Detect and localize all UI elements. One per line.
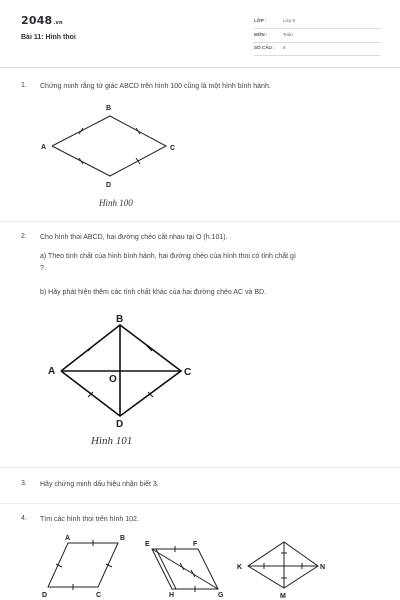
- label-100-b: B: [106, 105, 112, 112]
- label-101-c: C: [184, 367, 192, 378]
- question-2-part-a: a) Theo tính chất của hình bình hành, hai đường chéo của hình thoi có tính chất gì: [40, 253, 296, 260]
- question-1-number: 1.: [21, 82, 27, 89]
- meta-class-label: LỚP :: [254, 18, 267, 23]
- figure-100-caption: Hình 100: [99, 198, 133, 208]
- lesson-title: Bài 11: Hình thoi: [21, 34, 76, 41]
- question-3-text: Hãy chứng minh dấu hiệu nhận biết 3.: [40, 481, 159, 488]
- meta-count-label: SỐ CÂU :: [254, 45, 275, 50]
- question-2-number: 2.: [21, 233, 27, 240]
- logo-sub: .vn: [53, 20, 63, 26]
- label-100-a: A: [41, 144, 47, 151]
- question-3-number: 3.: [21, 480, 27, 487]
- label-102-f: F: [193, 541, 198, 548]
- question-4-text: Tìm các hình thoi trên hình 102.: [40, 516, 139, 523]
- label-102-c: C: [96, 592, 102, 599]
- label-102-n: N: [320, 564, 326, 571]
- label-102-k: K: [237, 564, 243, 571]
- label-102-m: M: [280, 593, 286, 600]
- label-100-c: C: [170, 145, 176, 152]
- label-102-h: H: [169, 592, 175, 599]
- question-2-part-b: b) Hãy phát hiện thêm các tính chất khác của hai đường chéo AC và BD.: [40, 289, 267, 296]
- meta-class-value: Lớp 8: [283, 18, 295, 23]
- meta-subject-value: Toán: [283, 32, 293, 37]
- question-2-part-a-cont: ?: [40, 265, 44, 272]
- label-101-b: B: [116, 314, 124, 325]
- label-101-d: D: [116, 419, 124, 430]
- logo-main: 2048: [21, 14, 53, 27]
- inner-line-eh: [156, 549, 176, 589]
- label-102-g: G: [218, 592, 224, 599]
- label-101-o: O: [109, 374, 117, 385]
- label-102-b: B: [120, 535, 126, 542]
- figure-101-caption: Hình 101: [91, 435, 133, 447]
- figure-102-shape-ikmn: [248, 542, 318, 588]
- label-102-d: D: [42, 592, 48, 599]
- question-1-text: Chứng minh rằng tứ giác ABCD trên hình 100 cũng là một hình bình hành.: [40, 83, 271, 90]
- meta-subject-label: MÔN :: [254, 32, 268, 37]
- label-100-d: D: [106, 182, 112, 189]
- question-2-intro: Cho hình thoi ABCD, hai đường chéo cắt nhau tại O (h.101).: [40, 234, 228, 241]
- label-102-a: A: [65, 535, 71, 542]
- label-102-e: E: [145, 541, 150, 548]
- meta-count-value: 9: [283, 45, 286, 50]
- label-101-a: A: [48, 366, 56, 377]
- question-4-number: 4.: [21, 515, 27, 522]
